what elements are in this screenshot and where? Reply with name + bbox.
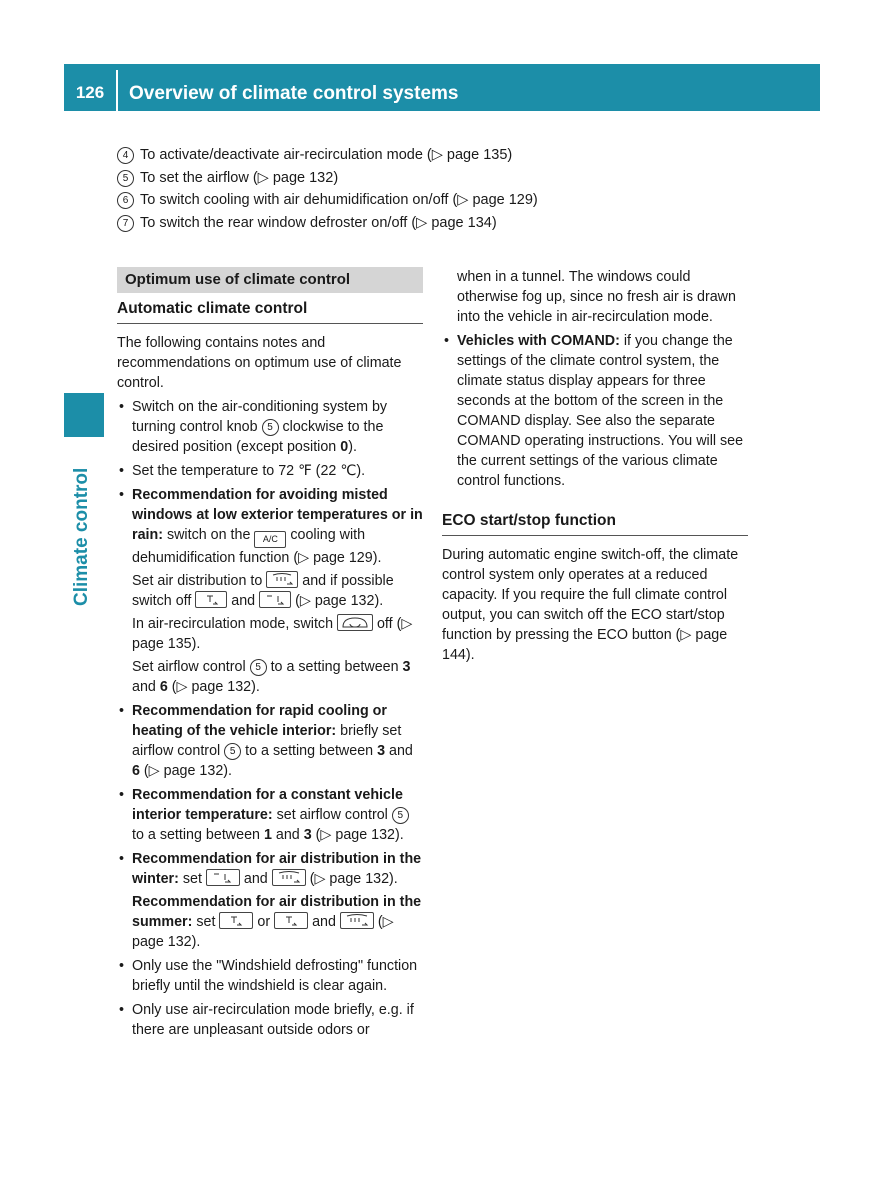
- page-number: 126: [75, 83, 105, 102]
- footwell-airflow-icon: [195, 591, 227, 608]
- list-item-paragraph: Recommendation for air distribution in the summer: set or and (▷ page 132).: [132, 894, 422, 950]
- callout-number: 4: [117, 147, 134, 164]
- list-item: • Recommendation for rapid cooling or heating of the vehicle interior: briefly set airflow control 5 to a setting between 3 and 6 (▷ page 132).: [117, 701, 423, 781]
- footwell-airflow-icon: [219, 912, 253, 929]
- footwell-airflow-icon: [274, 912, 308, 929]
- list-item: • Recommendation for air distribution in the winter: set and (▷ page 132).: [117, 849, 423, 889]
- list-item: • Switch on the air-conditioning system by turning control knob 5 clockwise to the desired position (except position 0).: [117, 397, 423, 457]
- section-heading: Optimum use of climate control: [117, 267, 423, 293]
- page-header: [64, 64, 820, 111]
- callout-number: 5: [262, 419, 279, 436]
- callout-number: 6: [117, 192, 134, 209]
- eco-paragraph: During automatic engine switch-off, the climate control system only operates at a reduced capacity. If you require the full climate control output, you can switch off the ECO start/stop function by pressing the ECO button (▷ page 144).: [442, 547, 739, 663]
- list-item-paragraph: In air-recirculation mode, switch off (▷ page 135).: [132, 616, 413, 652]
- list-item: 4 To activate/deactivate air-recirculation mode (▷ page 135): [117, 144, 757, 167]
- list-item-paragraph: Set air distribution to and if possible switch off and (▷ page 132).: [132, 573, 394, 609]
- list-item: 7 To switch the rear window defroster on/off (▷ page 134): [117, 212, 757, 235]
- continued-paragraph: when in a tunnel. The windows could otherwise fog up, since no fresh air is drawn into the vehicle in air-recirculation mode.: [457, 269, 736, 325]
- windshield-footwell-icon: [266, 571, 298, 588]
- list-item: • Set the temperature to 72 ℉ (22 ℃).: [117, 461, 423, 481]
- air-recirculation-icon: [337, 614, 373, 631]
- side-section-label: Climate control: [71, 467, 92, 606]
- intro-paragraph: The following contains notes and recommendations on optimum use of climate control.: [117, 335, 402, 391]
- side-tab-marker: [64, 393, 104, 437]
- list-item: • Recommendation for avoiding misted windows at low exterior temperatures or in rain: switch on the A/C cooling with dehumidification function (▷ page 129).: [117, 485, 423, 568]
- control-list: [117, 144, 757, 235]
- list-item: • Recommendation for a constant vehicle interior temperature: set airflow control 5 to a setting between 1 and 3 (▷ page 132).: [117, 785, 423, 845]
- ac-button-icon: A/C: [254, 531, 286, 548]
- list-item-paragraph: Set airflow control 5 to a setting between 3 and 6 (▷ page 132).: [132, 659, 411, 695]
- callout-number: 5: [250, 659, 267, 676]
- windshield-footwell-icon: [272, 869, 306, 886]
- list-item: • Only use the "Windshield defrosting" function briefly until the windshield is clear again.: [117, 956, 423, 996]
- callout-number: 5: [392, 807, 409, 824]
- callout-number: 5: [117, 170, 134, 187]
- subsection-heading: ECO start/stop function: [442, 511, 748, 536]
- callout-number: 7: [117, 215, 134, 232]
- left-column: [117, 267, 423, 1040]
- list-item: • Only use air-recirculation mode briefly, e.g. if there are unpleasant outside odors or: [117, 1000, 423, 1040]
- callout-number: 5: [224, 743, 241, 760]
- subsection-heading: Automatic climate control: [117, 299, 423, 324]
- windshield-footwell-icon: [340, 912, 374, 929]
- list-item: • Vehicles with COMAND: if you change the settings of the climate control system, the climate status display appears for three seconds at the bottom of the screen in the COMAND display. See also the separate COMAND operating instructions. You will see the current settings of the various climate control functions.: [442, 331, 748, 491]
- center-footwell-airflow-icon: [259, 591, 291, 608]
- page-title: Overview of climate control systems: [129, 83, 459, 104]
- header-divider: [116, 70, 118, 111]
- center-footwell-airflow-icon: [206, 869, 240, 886]
- list-item: 6 To switch cooling with air dehumidification on/off (▷ page 129): [117, 189, 757, 212]
- list-item: 5 To set the airflow (▷ page 132): [117, 167, 757, 190]
- right-column: [442, 267, 748, 665]
